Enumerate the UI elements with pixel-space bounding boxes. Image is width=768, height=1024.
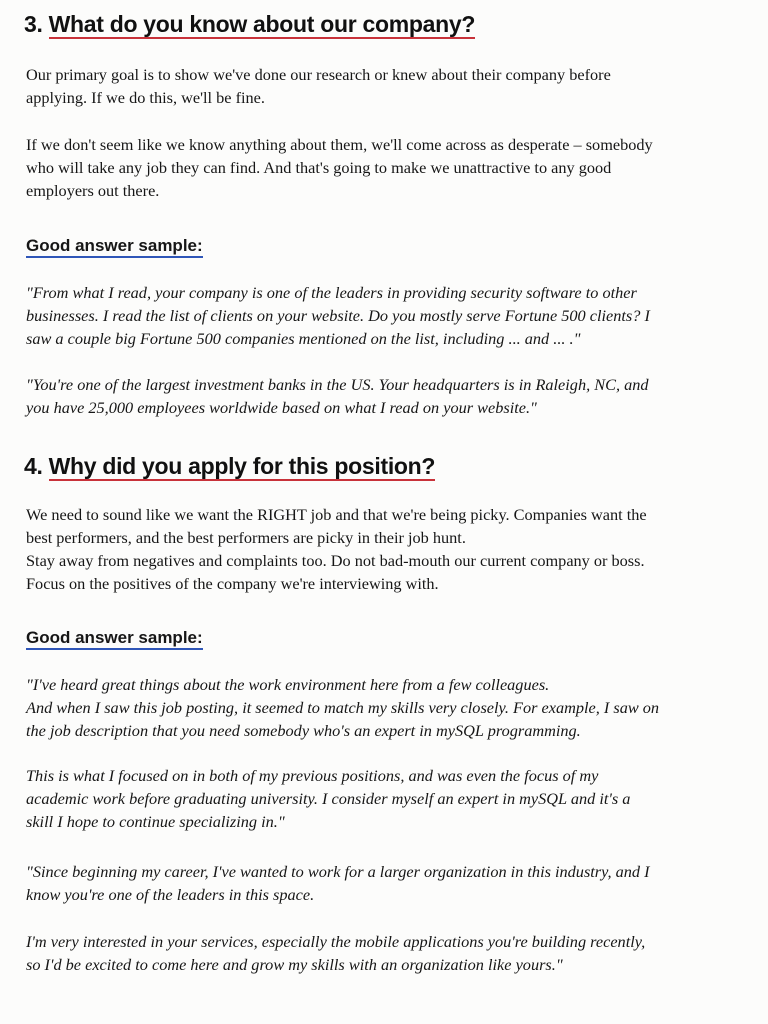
- text-line: who will take any job they can find. And that's going to make we unattractive to any good: [26, 158, 612, 177]
- section-3-sample-2: [26, 373, 649, 419]
- text-line: best performers, and the best performers are picky in their job hunt.: [26, 528, 466, 547]
- text-line: applying. If we do this, we'll be fine.: [26, 88, 265, 107]
- quote-line: skill I hope to continue specializing in.": [26, 812, 285, 831]
- text-line: Our primary goal is to show we've done our research or knew about their company before: [26, 65, 611, 84]
- section-4-heading: [24, 452, 435, 481]
- section-4-sample-heading: Good answer sample:: [26, 627, 203, 650]
- quote-line: the job description that you need somebody who's an expert in mySQL programming.: [26, 721, 581, 740]
- section-4-sample-2: [26, 764, 630, 833]
- section-3-number: 3.: [24, 11, 43, 37]
- quote-line: you have 25,000 employees worldwide based on what I read on your website.": [26, 398, 537, 417]
- section-4-sample-3: [26, 860, 650, 906]
- quote-line: know you're one of the leaders in this space.: [26, 885, 315, 904]
- section-4-sample-4: [26, 930, 645, 976]
- section-3-sample-1: [26, 281, 650, 350]
- quote-line: "You're one of the largest investment banks in the US. Your headquarters is in Raleigh, NC, and: [26, 375, 649, 394]
- section-3-paragraph-1: [26, 63, 611, 109]
- section-4-paragraph: [26, 503, 647, 595]
- section-3-paragraph-2: [26, 133, 653, 202]
- quote-line: academic work before graduating university. I consider myself an expert in mySQL and it's a: [26, 789, 631, 808]
- quote-line: so I'd be excited to come here and grow my skills with an organization like yours.": [26, 955, 563, 974]
- quote-line: "I've heard great things about the work environment here from a few colleagues.: [26, 675, 550, 694]
- section-4-sample-1: [26, 673, 659, 742]
- quote-line: businesses. I read the list of clients on your website. Do you mostly serve Fortune 500 clients? I: [26, 306, 650, 325]
- text-line: Focus on the positives of the company we're interviewing with.: [26, 574, 439, 593]
- quote-line: This is what I focused on in both of my previous positions, and was even the focus of my: [26, 766, 599, 785]
- section-3-title: What do you know about our company?: [48, 11, 476, 37]
- section-4-number: 4.: [24, 453, 43, 479]
- quote-line: saw a couple big Fortune 500 companies mentioned on the list, including ... and ... .": [26, 329, 581, 348]
- text-line: Stay away from negatives and complaints too. Do not bad-mouth our current company or boss.: [26, 551, 645, 570]
- text-line: We need to sound like we want the RIGHT job and that we're being picky. Companies want the: [26, 505, 647, 524]
- quote-line: "From what I read, your company is one of the leaders in providing security software to other: [26, 283, 637, 302]
- quote-line: "Since beginning my career, I've wanted to work for a larger organization in this industry, and I: [26, 862, 650, 881]
- text-line: If we don't seem like we know anything about them, we'll come across as desperate – somebody: [26, 135, 653, 154]
- quote-line: I'm very interested in your services, especially the mobile applications you're building recently,: [26, 932, 646, 951]
- quote-line: And when I saw this job posting, it seemed to match my skills very closely. For example, I saw on: [26, 698, 660, 717]
- section-4-title: Why did you apply for this position?: [48, 453, 436, 479]
- text-line: employers out there.: [26, 181, 160, 200]
- section-3-sample-heading: Good answer sample:: [26, 235, 203, 258]
- section-3-heading: [24, 10, 475, 39]
